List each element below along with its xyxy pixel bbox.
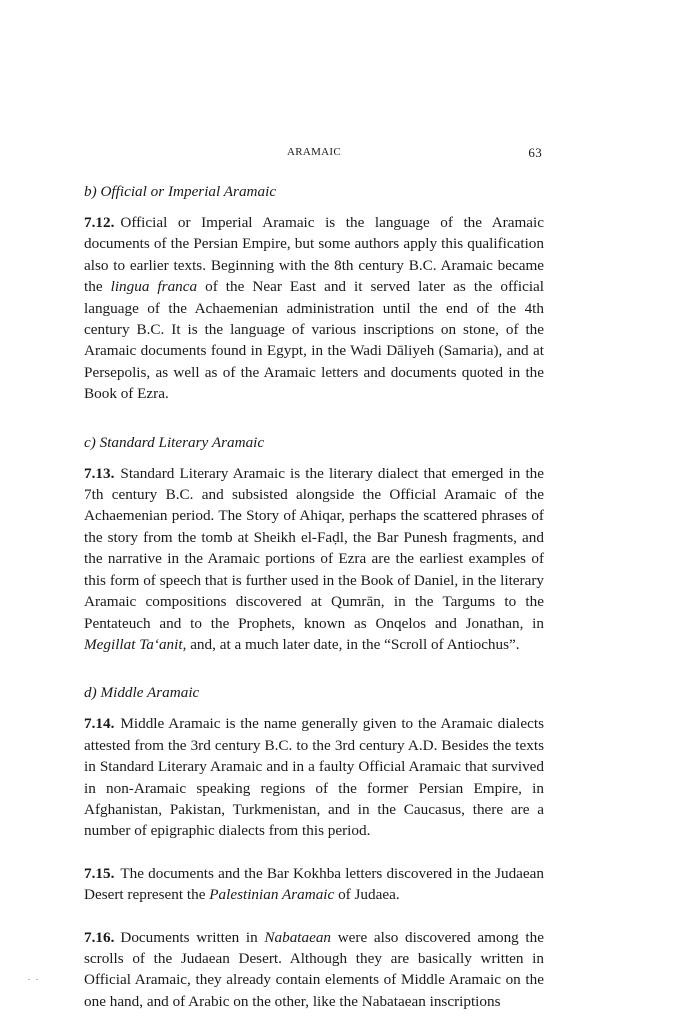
paragraph-7-16 — [84, 927, 544, 1013]
italic-term: Palestinian Aramaic — [209, 886, 335, 904]
running-header — [84, 143, 544, 163]
paragraph-text: Middle Aramaic is the name generally given to the Aramaic dialects attested from the 3rd century B.C. to the 3rd century A.D. Besides the texts in Standard Literary Aramaic and in a faulty Official Aramaic that survived in non-Aramaic speaking regions of the former Persian Empire, in Afghanistan, Pakistan, Turkmenistan, and in the Caucasus, there are a number of epigraphic dialects from this period. — [84, 715, 544, 840]
footer-mark: . . — [28, 973, 40, 982]
section-heading-official-aramaic: b) Official or Imperial Aramaic — [84, 183, 277, 200]
page-number: 63 — [528, 145, 542, 160]
italic-term: lingua franca — [110, 278, 198, 296]
paragraph-text: of the Near East and it served later as the official language of the Achaemenian administration until the end of the 4th century B.C. It is the language of various inscriptions on stone, of the Aramaic documents found in Egypt, in the Wadi Dāliyeh (Samaria), and at Persepolis, as well as of the Aramaic letters and documents quoted in the Book of Ezra. — [84, 278, 545, 403]
paragraph-text: of Judaea. — [334, 886, 400, 904]
section-heading-middle-aramaic: d) Middle Aramaic — [84, 684, 200, 702]
paragraph-number: 7.14. — [84, 715, 115, 733]
paragraph-text: Official or Imperial Aramaic is the language of the Aramaic documents of the Persian Empire, but some authors apply this qualification also to earlier texts. Beginning with the 8th century B.C. Aramaic became the — [84, 214, 544, 296]
paragraph-number: 7.13. — [84, 464, 115, 482]
paragraph-number: 7.16. — [84, 928, 115, 946]
paragraph-text: Documents written in — [120, 928, 265, 946]
book-page — [84, 143, 544, 1012]
paragraph-7-15 — [84, 863, 544, 906]
paragraph-7-12 — [84, 212, 544, 405]
italic-term: Nabataean — [264, 928, 332, 946]
paragraph-number: 7.15. — [84, 864, 115, 882]
paragraph-text: were also discovered among the scrolls of the Judaean Desert. Although they are basically written in Official Aramaic, they already contain elements of Middle Aramaic on the one hand, and of Arabic on the other, like the Nabataean inscriptions — [84, 928, 544, 1010]
paragraph-text: The documents and the Bar Kokhba letters discovered in the Judaean Desert represent the — [84, 864, 544, 904]
section-heading-standard-literary-aramaic: c) Standard Literary Aramaic — [84, 433, 265, 451]
paragraph-number: 7.12. — [84, 214, 115, 231]
paragraph-text: Standard Literary Aramaic is the literary dialect that emerged in the 7th century B.C. and subsisted alongside the Official Aramaic of the Achaemenian period. The Story of Ahiqar, perhaps the scattered phrases of the story from the tomb at Sheikh el-Faḍl, the Bar Punesh fragments, and the narrative in the Aramaic portions of Ezra are the earliest examples of this form of speech that is further used in the Book of Daniel, in the literary Aramaic compositions discovered at Qumrān, in the Targums to the Pentateuch and to the Prophets, known as Onqelos and Jonathan, in — [84, 464, 544, 632]
paragraph-text: and, at a much later date, in the “Scroll of Antiochus”. — [186, 635, 520, 653]
paragraph-7-14 — [84, 713, 544, 841]
running-title: ARAMAIC — [286, 146, 342, 158]
paragraph-7-13 — [84, 463, 544, 656]
italic-title: Megillat Ta‘anit, — [84, 635, 187, 653]
